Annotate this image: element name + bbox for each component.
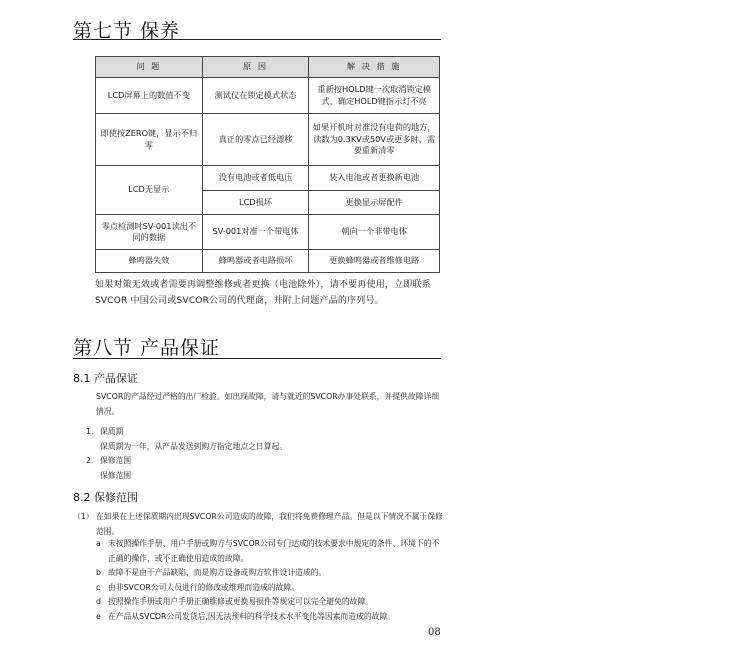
table-row (96, 215, 440, 250)
cell-solution: 朝向一个非带电体 (309, 215, 440, 250)
list-item-label: 1. (86, 427, 94, 436)
cell-problem: 零点检测时SV-001读出不同的数据 (96, 215, 203, 250)
cell-problem: LCD无显示 (96, 166, 203, 215)
cell-cause: 蜂鸣器或者电路损坏 (202, 250, 309, 273)
list-item-title: 保质期 (100, 427, 124, 436)
exclusion-list (96, 537, 446, 624)
cell-solution: 如果开机时对准没有电荷的地方，读数为0.3KV或50V或更多时，需要重新清零 (309, 114, 440, 166)
cell-cause: SV-001对准一个带电体 (202, 215, 309, 250)
list-item-text: 按照操作手册或用户手册正确维修或更换易损件等规定可以完全避免的故障。 (108, 597, 374, 606)
section-8-rule (73, 358, 441, 359)
cell-cause: 没有电池或者低电压 (202, 166, 309, 191)
coverage-intro-text: 在如果在上述保质期内出现SVCOR公司造成的故障，我们将免费修理产品。但是以下情况不属于保修范围。 (96, 512, 443, 536)
warranty-text: SVCOR的产品经过严格的出厂检验。如出现故障，请与就近的SVCOR办事处联系，并提供故障详细情况。 (96, 392, 440, 416)
header-solution: 解 决 措 施 (309, 57, 440, 78)
cell-cause: 测试仪在锁定模式状态 (202, 78, 309, 114)
list-item-label: d (96, 597, 101, 606)
list-item (96, 566, 446, 581)
table-row (96, 114, 440, 166)
list-item-label: c (96, 582, 101, 592)
list-item-text: 在产品从SVCOR公司发货后,因无法预料的科学技术水平变化等因素而造成的故障。 (108, 611, 396, 621)
cell-cause: LCD损坏 (202, 191, 309, 215)
coverage-intro-label: （1） (73, 512, 94, 521)
cell-problem: 即使按ZERO键，显示不归零 (96, 114, 203, 166)
cell-cause: 真正的零点已经漂移 (202, 114, 309, 166)
warranty-list (86, 425, 446, 483)
list-item (96, 537, 446, 566)
troubleshooting-table (95, 56, 440, 273)
cell-solution: 重新按HOLD键一次取消锁定模式，确定HOLD键指示灯不亮 (309, 78, 440, 114)
header-cause: 原 因 (202, 57, 309, 78)
table-header-row (96, 57, 440, 78)
list-item-label: 2. (86, 456, 94, 465)
list-item (86, 454, 446, 469)
cell-solution: 装入电池或者更换新电池 (309, 166, 440, 191)
section-7-rule (73, 39, 441, 40)
cell-solution: 更换蜂鸣器或者维修电路 (309, 250, 440, 273)
subsection-8-1-heading: 8.1 产品保证 (73, 372, 138, 385)
section-8-title: 第八节 产品保证 (73, 337, 221, 359)
table-row (96, 250, 440, 273)
cell-problem: 蜂鸣器失效 (96, 250, 203, 273)
list-item-label: b (96, 568, 101, 577)
list-item-label: a (96, 539, 101, 548)
table-row (96, 78, 440, 114)
list-item-text: 未按照操作手册、用户手册或购方与SVCOR公司专门达成的技术要求中规定的条件、环境下的不正确的操作，或不正确使用造成的故障。 (108, 539, 440, 563)
list-item-title: 保修范围 (100, 456, 132, 465)
coverage-intro (73, 510, 445, 539)
list-item-text: 由非SVCOR公司人员进行的修改或维理而造成的故障。 (108, 582, 300, 592)
list-item-text: 保修范围 (100, 470, 132, 480)
cell-problem: LCD屏幕上的数值不变 (96, 78, 203, 114)
list-item-text: 故障不是由于产品缺陷，而是购方设备或购方软件设计造成的。 (108, 568, 327, 577)
section-7-note: 如果对策无效或者需要再调整维修或者更换（电池除外），请不要再使用，立即联系 SVCOR 中国公司或SVCOR公司的代理商，并附上问题产品的序列号。 (95, 280, 431, 306)
header-problem: 问 题 (96, 57, 203, 78)
list-item (96, 610, 446, 625)
subsection-8-2-heading: 8.2 保修范围 (73, 491, 138, 504)
cell-solution: 更换显示屏配件 (309, 191, 440, 215)
list-item-text: 保质期为一年，从产品发送到购方指定地点之日算起。 (100, 441, 288, 451)
list-item (96, 581, 446, 596)
list-item (86, 425, 446, 440)
list-item-label: e (96, 611, 101, 621)
page-number: 08 (428, 627, 441, 638)
list-item (96, 595, 446, 610)
table-row (96, 166, 440, 191)
section-7-title: 第七节 保养 (73, 20, 181, 42)
